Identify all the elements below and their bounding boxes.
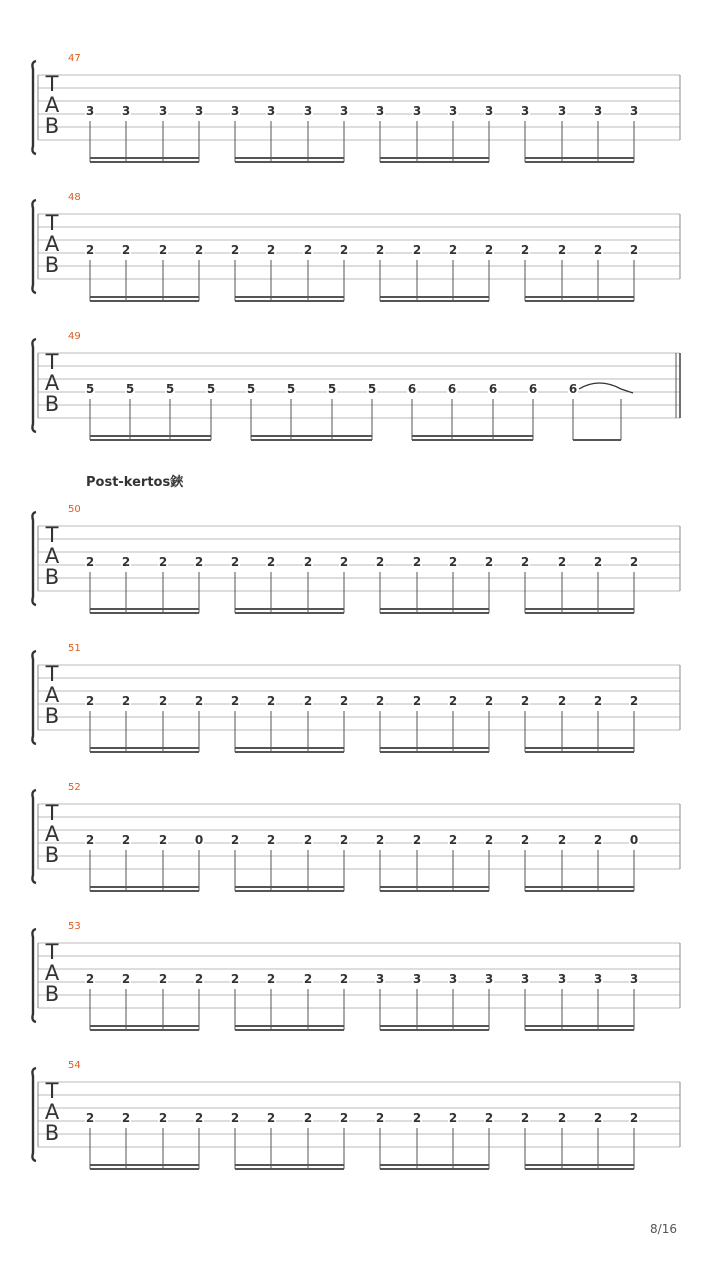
fret-number: 3	[121, 104, 131, 118]
tab-clef-letter: T	[45, 523, 59, 547]
fret-number: 6	[568, 382, 578, 396]
fret-number: 2	[158, 833, 168, 847]
fret-number: 3	[339, 104, 349, 118]
beam	[90, 1025, 199, 1027]
fret-number: 2	[375, 243, 385, 257]
measure-number: 48	[68, 192, 81, 203]
fret-number: 2	[412, 1111, 422, 1125]
fret-number: 2	[158, 555, 168, 569]
fret-number: 2	[121, 694, 131, 708]
beam	[235, 612, 344, 614]
fret-number: 3	[557, 104, 567, 118]
fret-number: 3	[85, 104, 95, 118]
beam	[380, 296, 489, 298]
fret-number: 2	[593, 555, 603, 569]
beam	[380, 751, 489, 753]
fret-number: 2	[266, 555, 276, 569]
beam	[90, 1168, 199, 1170]
measure-number: 47	[68, 53, 81, 64]
fret-number: 2	[158, 694, 168, 708]
fret-number: 2	[266, 1111, 276, 1125]
fret-number: 3	[593, 104, 603, 118]
beam	[525, 886, 634, 888]
tab-clef-letter: T	[45, 662, 59, 686]
beam	[90, 435, 211, 437]
fret-number: 2	[121, 972, 131, 986]
fret-number: 3	[629, 104, 639, 118]
tab-clef-letter: T	[45, 1079, 59, 1103]
fret-number: 2	[520, 694, 530, 708]
fret-number: 2	[375, 1111, 385, 1125]
fret-number: 2	[194, 1111, 204, 1125]
tab-clef-letter: T	[45, 72, 59, 96]
tab-clef-letter: T	[45, 940, 59, 964]
measure-number: 51	[68, 643, 81, 654]
fret-number: 2	[412, 694, 422, 708]
beam	[525, 890, 634, 892]
fret-number: 2	[520, 243, 530, 257]
fret-number: 2	[194, 555, 204, 569]
tab-clef-letter: B	[44, 114, 60, 138]
tab-clef-letter: A	[44, 371, 60, 395]
beam	[380, 300, 489, 302]
fret-number: 2	[303, 694, 313, 708]
fret-number: 2	[230, 243, 240, 257]
fret-number: 2	[593, 1111, 603, 1125]
fret-number: 2	[194, 694, 204, 708]
tab-clef-letter: A	[44, 822, 60, 846]
fret-number: 6	[528, 382, 538, 396]
fret-number: 2	[339, 972, 349, 986]
beam	[525, 747, 634, 749]
fret-number: 2	[375, 555, 385, 569]
fret-number: 2	[375, 694, 385, 708]
fret-number: 2	[194, 972, 204, 986]
fret-number: 5	[206, 382, 216, 396]
beam	[235, 1025, 344, 1027]
beam	[90, 439, 211, 441]
fret-number: 2	[121, 555, 131, 569]
fret-number: 2	[85, 833, 95, 847]
system-bracket	[32, 200, 36, 293]
fret-number: 2	[121, 1111, 131, 1125]
fret-number: 2	[557, 555, 567, 569]
beam	[380, 1025, 489, 1027]
beam	[235, 608, 344, 610]
fret-number: 2	[230, 833, 240, 847]
fret-number: 3	[593, 972, 603, 986]
fret-number: 2	[339, 1111, 349, 1125]
fret-number: 2	[303, 972, 313, 986]
tab-clef-letter: A	[44, 93, 60, 117]
fret-number: 2	[412, 555, 422, 569]
fret-number: 2	[339, 694, 349, 708]
beam	[380, 157, 489, 159]
fret-number: 2	[230, 555, 240, 569]
fret-number: 2	[121, 833, 131, 847]
fret-number: 3	[412, 104, 422, 118]
fret-number: 3	[230, 104, 240, 118]
fret-number: 2	[230, 972, 240, 986]
measure-number: 50	[68, 504, 81, 515]
beam	[380, 747, 489, 749]
beam	[525, 161, 634, 163]
fret-number: 3	[629, 972, 639, 986]
tab-clef-letter: B	[44, 843, 60, 867]
fret-number: 2	[85, 694, 95, 708]
fret-number: 6	[447, 382, 457, 396]
fret-number: 3	[375, 104, 385, 118]
fret-number: 2	[303, 243, 313, 257]
page-number: 8/16	[650, 1222, 677, 1236]
fret-number: 2	[629, 555, 639, 569]
tab-clef-letter: T	[45, 801, 59, 825]
fret-number: 0	[629, 833, 639, 847]
fret-number: 2	[158, 243, 168, 257]
beam	[380, 1164, 489, 1166]
beam	[90, 161, 199, 163]
beam	[380, 161, 489, 163]
beam	[380, 890, 489, 892]
beam	[380, 1168, 489, 1170]
fret-number: 2	[629, 243, 639, 257]
fret-number: 2	[557, 243, 567, 257]
fret-number: 3	[303, 104, 313, 118]
fret-number: 5	[246, 382, 256, 396]
beam	[235, 890, 344, 892]
beam	[90, 612, 199, 614]
system-bracket	[32, 61, 36, 154]
beam	[235, 161, 344, 163]
fret-number: 2	[520, 1111, 530, 1125]
fret-number: 2	[629, 1111, 639, 1125]
beam	[235, 296, 344, 298]
fret-number: 2	[194, 243, 204, 257]
fret-number: 3	[266, 104, 276, 118]
fret-number: 2	[339, 833, 349, 847]
fret-number: 2	[158, 1111, 168, 1125]
fret-number: 2	[266, 694, 276, 708]
tie-arc	[579, 383, 621, 389]
fret-number: 2	[85, 1111, 95, 1125]
tab-clef-letter: B	[44, 982, 60, 1006]
fret-number: 3	[520, 972, 530, 986]
tab-clef-letter: T	[45, 211, 59, 235]
beam	[380, 886, 489, 888]
fret-number: 2	[339, 243, 349, 257]
fret-number: 5	[327, 382, 337, 396]
beam	[525, 296, 634, 298]
fret-number: 3	[557, 972, 567, 986]
fret-number: 2	[448, 1111, 458, 1125]
system-bracket	[32, 512, 36, 605]
fret-number: 2	[375, 833, 385, 847]
fret-number: 2	[484, 833, 494, 847]
fret-number: 5	[125, 382, 135, 396]
fret-number: 5	[286, 382, 296, 396]
fret-number: 2	[412, 833, 422, 847]
fret-number: 2	[520, 555, 530, 569]
system-bracket	[32, 651, 36, 744]
fret-number: 3	[412, 972, 422, 986]
fret-number: 2	[557, 694, 567, 708]
beam	[235, 300, 344, 302]
system-bracket	[32, 1068, 36, 1161]
beam	[525, 1029, 634, 1031]
fret-number: 3	[448, 972, 458, 986]
fret-number: 3	[520, 104, 530, 118]
fret-number: 0	[194, 833, 204, 847]
beam	[90, 1164, 199, 1166]
fret-number: 2	[303, 833, 313, 847]
fret-number: 6	[488, 382, 498, 396]
beam	[525, 300, 634, 302]
beam	[525, 157, 634, 159]
beam	[235, 747, 344, 749]
beam	[525, 1164, 634, 1166]
fret-number: 2	[557, 833, 567, 847]
fret-number: 2	[448, 833, 458, 847]
fret-number: 2	[484, 694, 494, 708]
fret-number: 5	[367, 382, 377, 396]
tab-clef-letter: A	[44, 1100, 60, 1124]
system-bracket	[32, 339, 36, 432]
fret-number: 3	[484, 972, 494, 986]
fret-number: 2	[484, 555, 494, 569]
system-bracket	[32, 790, 36, 883]
beam	[235, 157, 344, 159]
tab-clef-letter: B	[44, 704, 60, 728]
beam	[235, 886, 344, 888]
fret-number: 2	[85, 972, 95, 986]
fret-number: 2	[448, 555, 458, 569]
fret-number: 2	[484, 1111, 494, 1125]
beam	[235, 1164, 344, 1166]
beam	[90, 890, 199, 892]
beam	[90, 747, 199, 749]
beam	[90, 157, 199, 159]
fret-number: 2	[230, 694, 240, 708]
beam	[90, 300, 199, 302]
fret-number: 2	[85, 555, 95, 569]
fret-number: 3	[484, 104, 494, 118]
fret-number: 2	[85, 243, 95, 257]
tab-clef-letter: A	[44, 232, 60, 256]
tab-clef-letter: A	[44, 544, 60, 568]
fret-number: 2	[303, 555, 313, 569]
tab-clef-letter: B	[44, 392, 60, 416]
beam	[90, 296, 199, 298]
measure-number: 49	[68, 331, 81, 342]
fret-number: 2	[266, 243, 276, 257]
fret-number: 2	[557, 1111, 567, 1125]
tab-clef-letter: T	[45, 350, 59, 374]
fret-number: 2	[593, 243, 603, 257]
section-label: Post-kertos鋏	[86, 475, 184, 490]
fret-number: 3	[158, 104, 168, 118]
beam	[90, 608, 199, 610]
fret-number: 5	[85, 382, 95, 396]
fret-number: 2	[412, 243, 422, 257]
beam	[235, 1029, 344, 1031]
fret-number: 2	[121, 243, 131, 257]
measure-number: 54	[68, 1060, 81, 1071]
fret-number: 3	[375, 972, 385, 986]
beam	[380, 612, 489, 614]
beam	[525, 1168, 634, 1170]
beam	[573, 439, 621, 441]
fret-number: 2	[593, 694, 603, 708]
beam	[90, 751, 199, 753]
fret-number: 2	[629, 694, 639, 708]
tab-clef-letter: A	[44, 683, 60, 707]
fret-number: 3	[194, 104, 204, 118]
fret-number: 2	[266, 972, 276, 986]
measure-number: 52	[68, 782, 81, 793]
beam	[525, 612, 634, 614]
fret-number: 6	[407, 382, 417, 396]
fret-number: 3	[448, 104, 458, 118]
beam	[380, 608, 489, 610]
beam	[90, 886, 199, 888]
tab-clef-letter: B	[44, 565, 60, 589]
beam	[251, 435, 372, 437]
tab-clef-letter: B	[44, 1121, 60, 1145]
fret-number: 2	[303, 1111, 313, 1125]
beam	[90, 1029, 199, 1031]
fret-number: 2	[520, 833, 530, 847]
beam	[525, 608, 634, 610]
fret-number: 2	[448, 694, 458, 708]
fret-number: 2	[339, 555, 349, 569]
beam	[525, 1025, 634, 1027]
tab-clef-letter: A	[44, 961, 60, 985]
beam	[380, 1029, 489, 1031]
fret-number: 2	[158, 972, 168, 986]
beam	[251, 439, 372, 441]
tab-clef-letter: B	[44, 253, 60, 277]
fret-number: 2	[230, 1111, 240, 1125]
beam	[412, 439, 533, 441]
system-bracket	[32, 929, 36, 1022]
fret-number: 2	[448, 243, 458, 257]
fret-number: 2	[593, 833, 603, 847]
fret-number: 5	[165, 382, 175, 396]
fret-number: 2	[266, 833, 276, 847]
beam	[412, 435, 533, 437]
beam	[525, 751, 634, 753]
measure-number: 53	[68, 921, 81, 932]
beam	[235, 751, 344, 753]
beam	[235, 1168, 344, 1170]
fret-number: 2	[484, 243, 494, 257]
